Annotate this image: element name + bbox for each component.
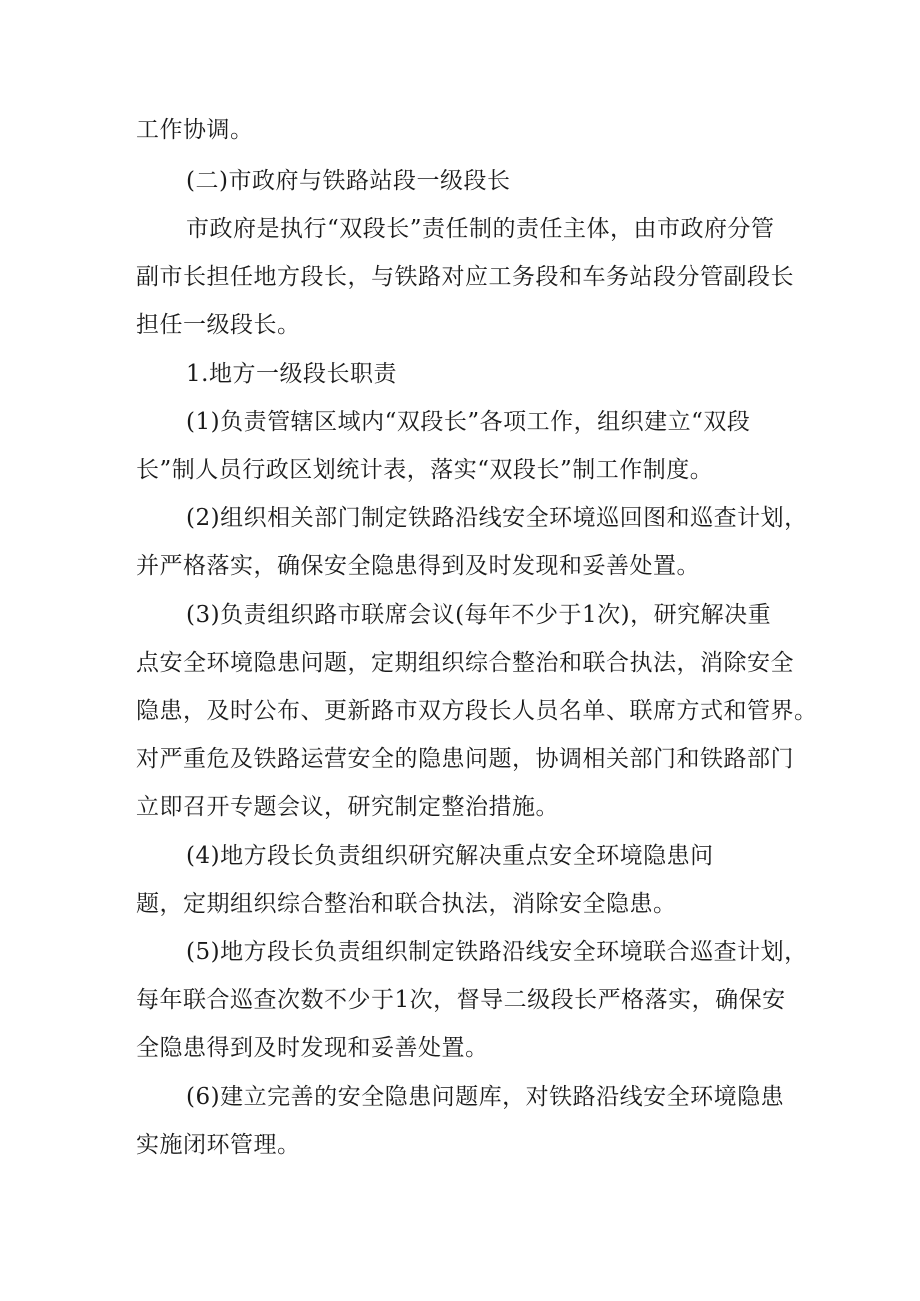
text-line: (2)组织相关部门制定铁路沿线安全环境巡回图和巡查计划， [186,505,808,531]
text-line: 每年联合巡查次数不少于1次，督导二级段长严格落实，确保安 [136,987,786,1013]
text-line: 全隐患得到及时发现和妥善处置。 [136,1035,489,1061]
text-line: 长”制人员行政区划统计表，落实“双段长”制工作制度。 [136,457,714,483]
text-line: 实施闭环管理。 [136,1132,301,1158]
text-line: 对严重危及铁路运营安全的隐患问题，协调相关部门和铁路部门 [136,746,794,772]
text-line: 题，定期组织综合整治和联合执法，消除安全隐患。 [136,891,677,917]
text-line: 市政府是执行“双段长”责任制的责任主体，由市政府分管 [186,216,775,242]
text-line: (6)建立完善的安全隐患问题库，对铁路沿线安全环境隐患 [186,1084,785,1110]
text-line: 工作协调。 [136,117,254,143]
text-line: 立即召开专题会议，研究制定整治措施。 [136,794,559,820]
text-line: (1)负责管辖区域内“双段长”各项工作，组织建立“双段 [186,409,751,435]
text-line: (3)负责组织路市联席会议(每年不少于1次)，研究解决重 [186,602,772,628]
section-heading: (二)市政府与铁路站段一级段长 [186,168,511,194]
text-line: (4)地方段长负责组织研究解决重点安全环境隐患问 [186,843,714,869]
text-line: 副市长担任地方段长，与铁路对应工务段和车务站段分管副段长 [136,264,794,290]
text-line: 并严格落实，确保安全隐患得到及时发现和妥善处置。 [136,553,700,579]
text-line: 担任一级段长。 [136,312,301,338]
text-line: (5)地方段长负责组织制定铁路沿线安全环境联合巡查计划， [186,939,808,965]
text-line: 隐患，及时公布、更新路市双方段长人员名单、联席方式和管界。 [136,698,818,724]
text-line: 点安全环境隐患问题，定期组织综合整治和联合执法，消除安全 [136,650,794,676]
subsection-heading: 1.地方一级段长职责 [186,361,397,387]
